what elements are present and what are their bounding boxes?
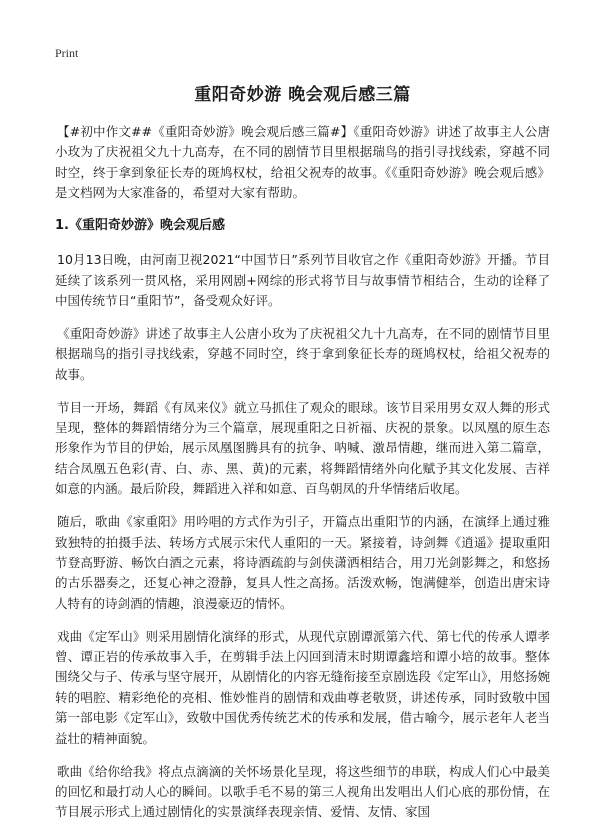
body-paragraph-6: 歌曲《给你给我》将点点滴滴的关怀场景化呈现，将这些细节的串联，构成人们心中最美的回忆和最打动人心的瞬间。以歌手毛不易的第三人视角出发唱出人们心底的那份情，在节目展示形式上通过剧情化的实景演绎表现亲情、爱情、友情、家国 — [55, 763, 550, 820]
body-paragraph-5: 戏曲《定军山》则采用剧情化演绎的形式，从现代京剧谭派第六代、第七代的传承人谭孝曾、谭正岩的传承故事入手，在剪辑手法上闪回到清末时期谭鑫培和谭小培的故事。整体围绕父与子、传承与坚守展开，从剧情化的内容无缝衔接至京剧选段《定军山》，用悠扬婉转的唱腔、精彩绝伦的亮相、惟妙惟肖的剧情和戏曲尊老敬贤，讲述传承，同时致敬中国第一部电影《定军山》，致敬中国优秀传统艺术的传承和发展，借古喻今，展示老年人老当益壮的精神面貌。 — [55, 628, 550, 746]
body-paragraph-4: 随后，歌曲《家重阳》用吟唱的方式作为引子，开篇点出重阳节的内涵，在演绎上通过雅致独特的拍摄手法、转场方式展示宋代人重阳的一天。紧接着，诗剑舞《逍遥》提取重阳节登高野游、畅饮白酒之元素，将诗酒疏韵与剑侠潇洒相结合，用刀光剑影舞之，和悠扬的古乐器奏之，还复心神之澄静，复具人性之高扬。活泼欢畅，饱满健举，创造出唐宋诗人特有的诗剑酒的情趣，浪漫豪迈的情怀。 — [55, 514, 550, 611]
document-title: 重阳奇妙游 晚会观后感三篇 — [194, 85, 411, 105]
section-heading: 1.《重阳奇妙游》晚会观后感 — [55, 218, 225, 234]
body-paragraph-3: 节目一开场，舞蹈《有凤来仪》就立马抓住了观众的眼球。该节目采用男女双人舞的形式呈现，整体的舞蹈情绪分为三个篇章，展现重阳之日祈福、庆祝的景象。以凤凰的原生态形象作为节目的伊始，展示凤凰图腾具有的抗争、呐喊、激昂情趣，继而进入第二篇章，结合凤凰五色彩(青、白、赤、黑、黄)的元素，将舞蹈情绪外向化赋予其文化发展、吉祥如意的内涵。最后阶段，舞蹈进入祥和如意、百鸟朝凤的升华情绪后收尾。 — [55, 399, 550, 497]
body-paragraph-2: 《重阳奇妙游》讲述了故事主人公唐小玫为了庆祝祖父九十九高寿，在不同的剧情节目里根据瑞鸟的指引寻找线索，穿越不同时空，终于拿到象征长寿的斑鸠权杖，给祖父祝寿的故事。 — [55, 325, 550, 382]
print-label: Print — [55, 46, 79, 60]
intro-paragraph: 【#初中作文##《重阳奇妙游》晚会观后感三篇#】《重阳奇妙游》讲述了故事主人公唐小玫为了庆祝祖父九十九高寿，在不同的剧情节目里根据瑞鸟的指引寻找线索，穿越不同时空，终于拿到象征长寿的斑鸠权杖，给祖父祝寿的故事。《《重阳奇妙游》晚会观后感》是文档网为大家准备的，希望对大家有帮助。 — [55, 124, 550, 201]
body-paragraph-1: 10月13日晚，由河南卫视2021“中国节日”系列节目收官之作《重阳奇妙游》开播。节目延续了该系列一贯风格，采用网剧+网综的形式将节目与故事情节相结合，生动的诠释了中国传统节日“重阳节”，备受观众好评。 — [55, 252, 550, 308]
